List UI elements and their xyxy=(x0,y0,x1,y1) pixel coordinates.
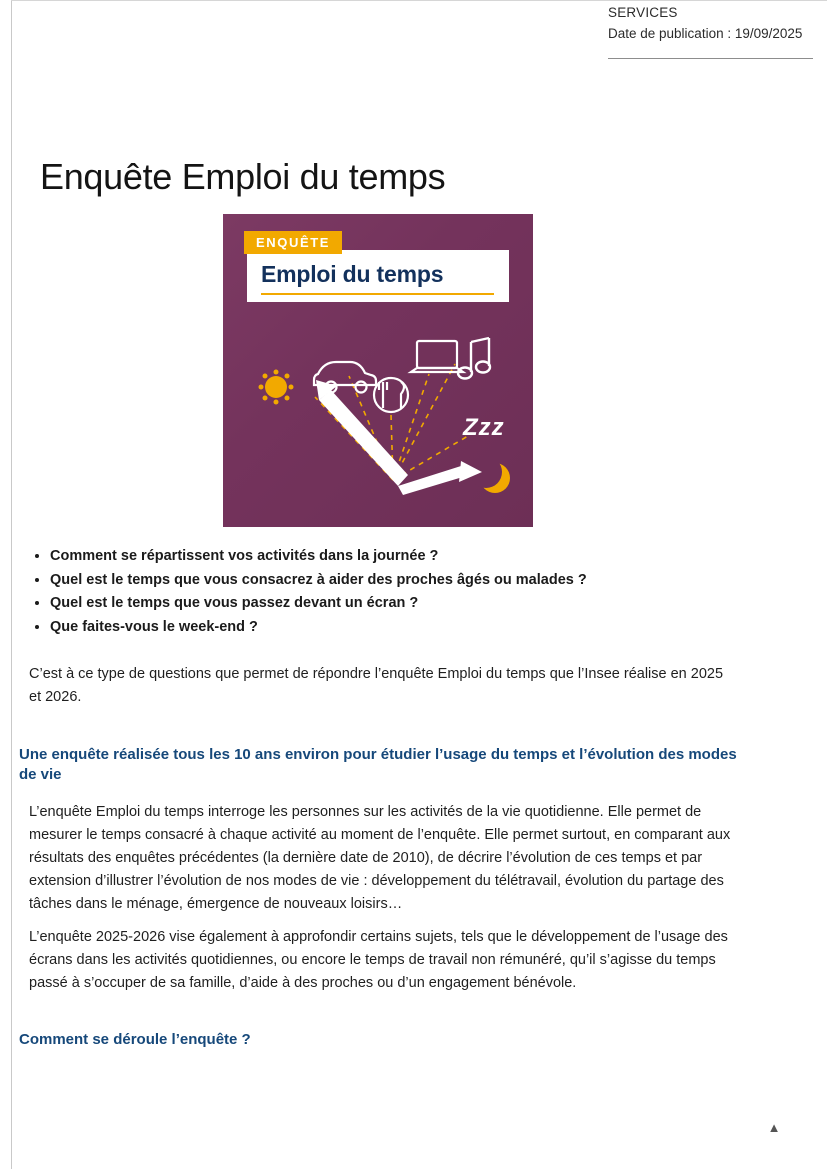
list-item: • Que faites-vous le week-end ? xyxy=(50,616,728,639)
illustration-title-label: Emploi du temps xyxy=(261,261,444,287)
section-heading-enquete: Une enquête réalisée tous les 10 ans environ pour étudier l’usage du temps et l’évolution des modes de vie xyxy=(19,746,737,784)
document-header xyxy=(608,4,827,43)
survey-illustration xyxy=(223,214,533,527)
intro-paragraph: C’est à ce type de questions que permet de répondre l’enquête Emploi du temps que l’Insee réalise en 2025 et 2026. xyxy=(29,665,724,705)
header-services-label: SERVICES xyxy=(608,5,678,20)
section-heading-deroulement: Comment se déroule l’enquête ? xyxy=(19,1031,251,1049)
scroll-to-top-icon[interactable]: ▲ xyxy=(767,1120,781,1135)
sleep-text: Zzz xyxy=(463,414,505,441)
header-publication-date: Date de publication : 19/09/2025 xyxy=(608,26,803,41)
illustration-title-box xyxy=(247,250,509,302)
section1-paragraph-2: L’enquête 2025-2026 vise également à approfondir certains sujets, tels que le développement de l’usage des écrans dans les activités quotidiennes, ou encore le temps de travail non rémunéré, qu’il s’agisse du temps passé à s’occuper de sa famille, d’aide à des proches ou d’un engagement bénévole. xyxy=(29,928,728,991)
illustration-title-underline xyxy=(261,293,494,295)
illustration-tag-badge: ENQUÊTE xyxy=(244,231,342,254)
page-edge-line-top xyxy=(11,0,827,1)
header-divider xyxy=(608,58,813,59)
list-item: • Comment se répartissent vos activités dans la journée ? xyxy=(50,545,728,568)
page-edge-line-left xyxy=(11,0,12,1169)
page-title: Enquête Emploi du temps xyxy=(40,156,446,198)
list-item: • Quel est le temps que vous passez devant un écran ? xyxy=(50,592,728,615)
list-item: • Quel est le temps que vous consacrez à aider des proches âgés ou malades ? xyxy=(50,569,728,592)
section1-paragraph-1: L’enquête Emploi du temps interroge les personnes sur les activités de la vie quotidienne. Elle permet de mesurer le temps consacré à chaque activité au moment de l’enquête. Elle permet surtout, en comparant aux résultats des enquêtes précédentes (la dernière date de 2010), de décrire l’évolution de ces temps et par extension d’illustrer l’évolution de nos modes de vie : développement du télétravail, évolution du partage des tâches dans le ménage, émergence de nouveaux loisirs… xyxy=(29,803,731,912)
question-list xyxy=(28,545,728,639)
